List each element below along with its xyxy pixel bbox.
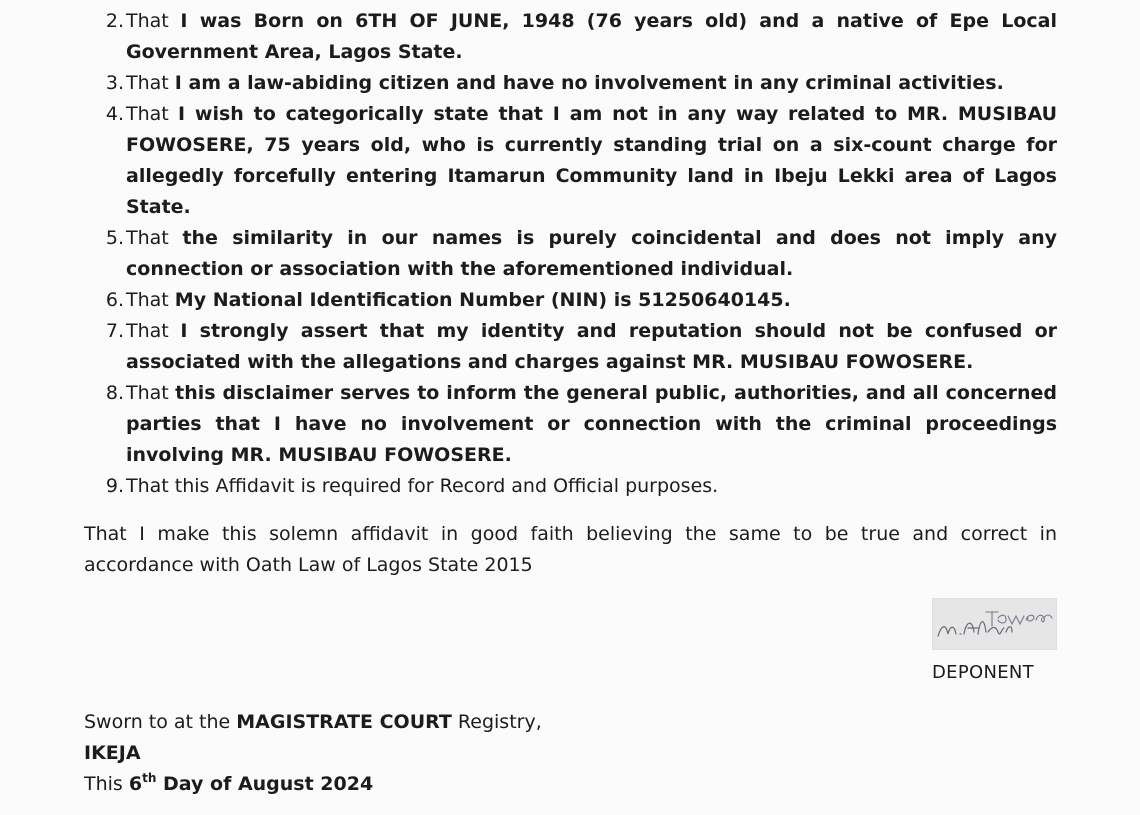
clause-bold-text: I strongly assert that my identity and reputation should not be confused or associated with the allegations and charges against MR. MUSIBAU FOWOSERE. xyxy=(126,320,1057,373)
day-number: 6 xyxy=(128,773,143,795)
signature-image xyxy=(932,598,1057,650)
sworn-line xyxy=(84,707,542,738)
clause-item xyxy=(102,6,1057,68)
this-word: This xyxy=(84,773,129,795)
clause-lead: That xyxy=(126,227,183,249)
sworn-suffix: Registry, xyxy=(451,711,542,733)
clause-bold-text: I wish to categorically state that I am not in any way related to MR. MUSIBAU FOWOSERE, 75 years old, who is currently standing trial on a six-count charge for allegedly forcefully entering Itamarun Community land in Ibeju Lekki area of Lagos State. xyxy=(126,103,1058,218)
clause-lead: That xyxy=(126,10,181,32)
clause-number: 6. xyxy=(105,289,124,311)
clause-bold-text: My National Identification Number (NIN) is 51250640145. xyxy=(174,289,791,311)
deponent-label: DEPONENT xyxy=(932,662,1034,683)
sworn-prefix: Sworn to at the xyxy=(84,711,237,733)
clause-bold-text: the similarity in our names is purely coincidental and does not imply any connection or association with the aforementioned individual. xyxy=(126,227,1057,280)
clause-number: 9. xyxy=(105,475,124,497)
clause-number: 8. xyxy=(105,382,124,404)
clause-item xyxy=(102,378,1057,471)
day-suffix: th xyxy=(142,771,157,785)
place-name: IKEJA xyxy=(84,742,141,764)
clause-lead: That xyxy=(126,72,175,94)
court-name: MAGISTRATE COURT xyxy=(236,711,452,733)
clause-number: 3. xyxy=(105,72,124,94)
clause-number: 5. xyxy=(105,227,124,249)
clause-number: 7. xyxy=(105,320,124,342)
clause-lead: That xyxy=(126,320,181,342)
date-line xyxy=(84,769,542,800)
numbered-clause-list xyxy=(102,6,1057,502)
place-line xyxy=(84,738,542,769)
clause-bold-text: I was Born on 6TH OF JUNE, 1948 (76 years old) and a native of Epe Local Government Area, Lagos State. xyxy=(126,10,1058,63)
clause-lead: That xyxy=(126,103,178,125)
clause-item xyxy=(102,223,1057,285)
clause-bold-text: this disclaimer serves to inform the general public, authorities, and all concerned parties that I have no involvement or connection with the criminal proceedings involving MR. MUSIBAU FOWOSERE. xyxy=(126,382,1057,466)
deponent-signature xyxy=(932,598,1057,650)
clause-item xyxy=(102,285,1057,316)
clause-item xyxy=(102,316,1057,378)
clause-plain-text: That this Affidavit is required for Record and Official purposes. xyxy=(126,475,719,497)
clause-number: 4. xyxy=(105,103,124,125)
date-rest: Day of August 2024 xyxy=(156,773,374,795)
clause-lead: That xyxy=(126,382,176,404)
clause-item xyxy=(102,68,1057,99)
clause-bold-text: I am a law-abiding citizen and have no involvement in any criminal activities. xyxy=(174,72,1004,94)
clause-lead: That xyxy=(126,289,175,311)
closing-paragraph: That I make this solemn affidavit in good faith believing the same to be true and correct in accordance with Oath Law of Lagos State 2015 xyxy=(84,523,1057,576)
jurat-block xyxy=(84,707,542,800)
clause-number: 2. xyxy=(105,10,124,32)
clause-item xyxy=(102,99,1057,223)
clause-item xyxy=(102,471,1057,502)
